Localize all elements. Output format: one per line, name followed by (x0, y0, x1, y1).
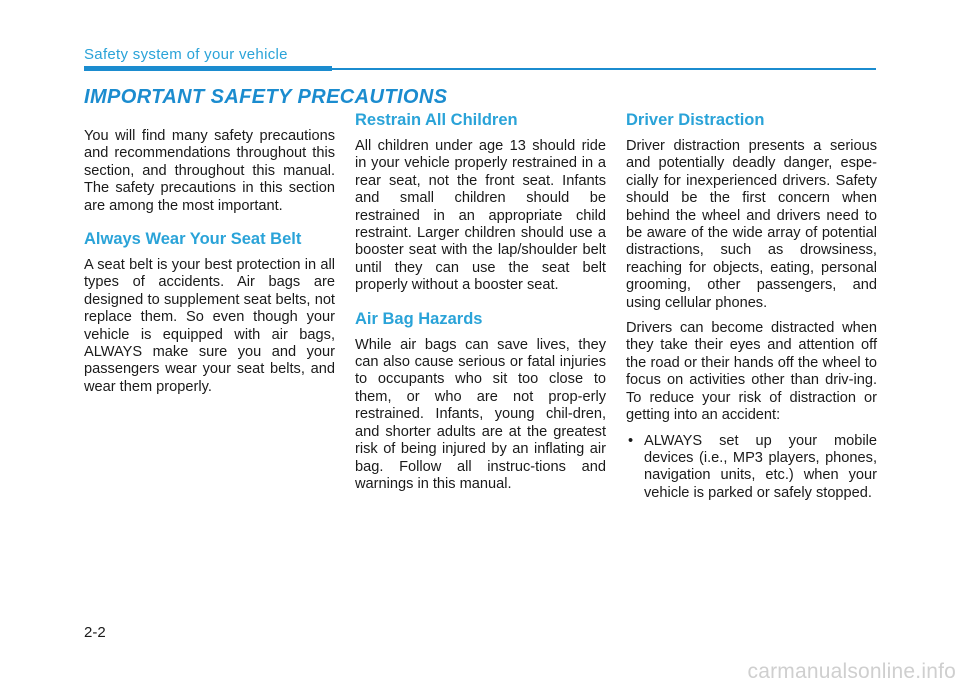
distraction-paragraph-2: Drivers can become distracted when they take their eyes and attention off the road or their hands off the wheel to focus on activities other than driv-ing. To reduce your risk of distraction or getting into an accident: (626, 320, 877, 424)
header-rule-thick (84, 66, 332, 71)
column-2 (355, 110, 606, 501)
column-3 (626, 110, 877, 502)
column-1 (84, 128, 335, 404)
section-label: Safety system of your vehicle (84, 46, 288, 63)
header-rule-thin (332, 68, 876, 70)
distraction-paragraph-1: Driver distraction presents a serious and potentially deadly danger, espe-cially for inexperienced drivers. Safety should be the first concern when behind the wheel and drivers need to be aware of the wide array of potential distractions, such as drowsiness, reaching for objects, eating, personal grooming, other passengers, and using cellular phones. (626, 138, 877, 311)
distraction-bullet-list (626, 433, 877, 503)
seatbelt-paragraph: A seat belt is your best protection in all types of accidents. Air bags are designed to supplement seat belts, not replace them. So even though your vehicle is equipped with air bags, ALWAYS make sure you and your passengers wear your seat belts, and wear them properly. (84, 257, 335, 395)
watermark: carmanualsonline.info (747, 660, 956, 683)
distraction-heading: Driver Distraction (626, 111, 765, 129)
page-title: IMPORTANT SAFETY PRECAUTIONS (84, 86, 448, 108)
children-paragraph: All children under age 13 should ride in your vehicle properly restrained in a rear seat, not the front seat. Infants and small children should be restrained in an appropriate child restraint. Larger children should use a booster seat with the lap/shoulder belt until they can use the seat belt properly without a booster seat. (355, 138, 606, 294)
airbag-heading: Air Bag Hazards (355, 309, 483, 328)
page-number: 2-2 (84, 624, 106, 641)
children-heading: Restrain All Children (355, 111, 518, 129)
list-item: • ALWAYS set up your mobile devices (i.e., MP3 players, phones, navigation units, etc.) when your vehicle is parked or safely stopped. (626, 433, 877, 503)
seatbelt-heading: Always Wear Your Seat Belt (84, 230, 302, 249)
intro-paragraph: You will find many safety precautions and recommendations throughout this section, and throughout this manual. The safety precautions in this section are among the most important. (84, 128, 335, 214)
airbag-paragraph: While air bags can save lives, they can also cause serious or fatal injuries to occupants who sit too close to them, or who are not prop-erly restrained. Infants, young chil-dren, and shorter adults are at the greatest risk of being injured by an inflating air bag. Follow all instruc-tions and warnings in this manual. (355, 336, 606, 492)
